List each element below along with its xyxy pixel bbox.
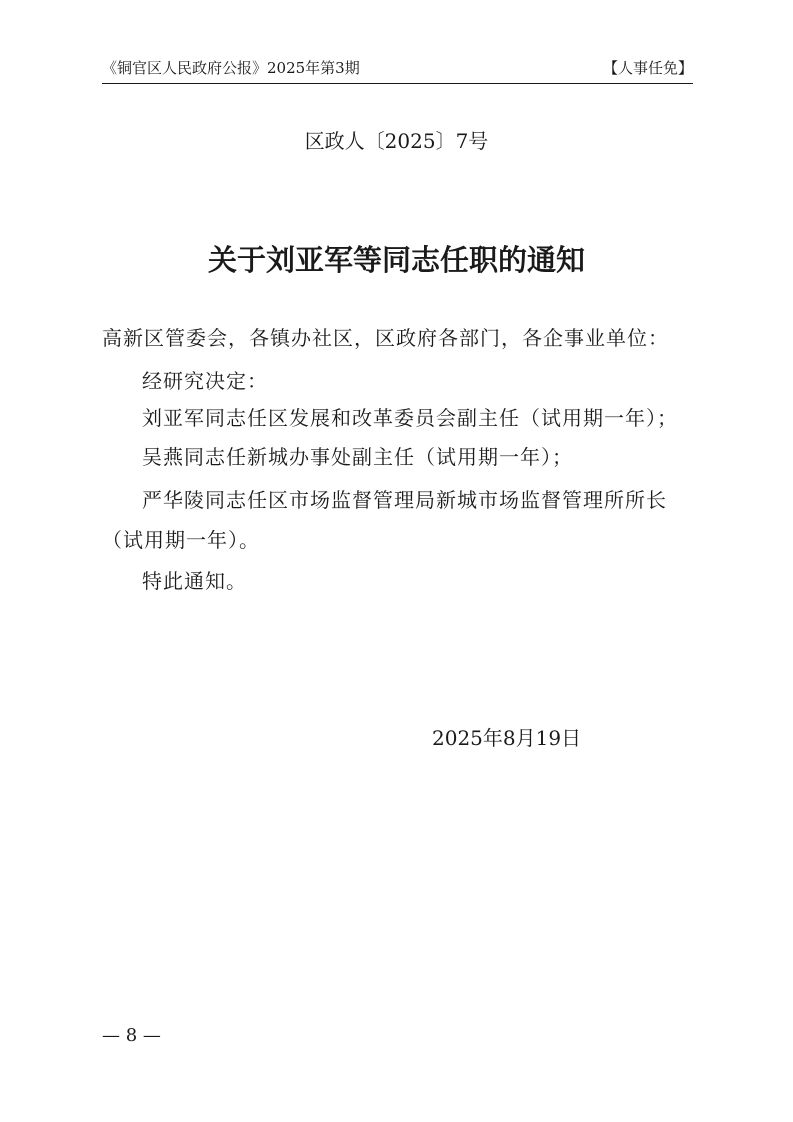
- document-title: 关于刘亚军等同志任职的通知: [207, 243, 585, 277]
- issue-date: 2025年8月19日: [432, 726, 582, 750]
- header-divider: [102, 83, 693, 84]
- paragraph-appointment-1: 刘亚军同志任区发展和改革委员会副主任（试用期一年）；: [142, 406, 678, 430]
- document-number: 区政人〔2025〕7号: [304, 129, 489, 153]
- section-label: 【人事任免】: [602, 59, 693, 77]
- paragraph-closing: 特此通知。: [142, 569, 247, 593]
- page-number: — 8 —: [102, 1025, 161, 1046]
- page-header: [102, 57, 693, 83]
- paragraph-decision: 经研究决定：: [142, 369, 268, 393]
- paragraph-appointment-3: 严华陵同志任区市场监督管理局新城市场监督管理所所长: [142, 488, 667, 512]
- paragraph-appointment-2: 吴燕同志任新城办事处副主任（试用期一年）；: [142, 445, 573, 469]
- bulletin-issue-label: 《铜官区人民政府公报》2025年第3期: [102, 59, 360, 77]
- paragraph-appointment-3-cont: （试用期一年）。: [102, 528, 260, 552]
- salutation: 高新区管委会，各镇办社区，区政府各部门，各企事业单位：: [102, 326, 669, 350]
